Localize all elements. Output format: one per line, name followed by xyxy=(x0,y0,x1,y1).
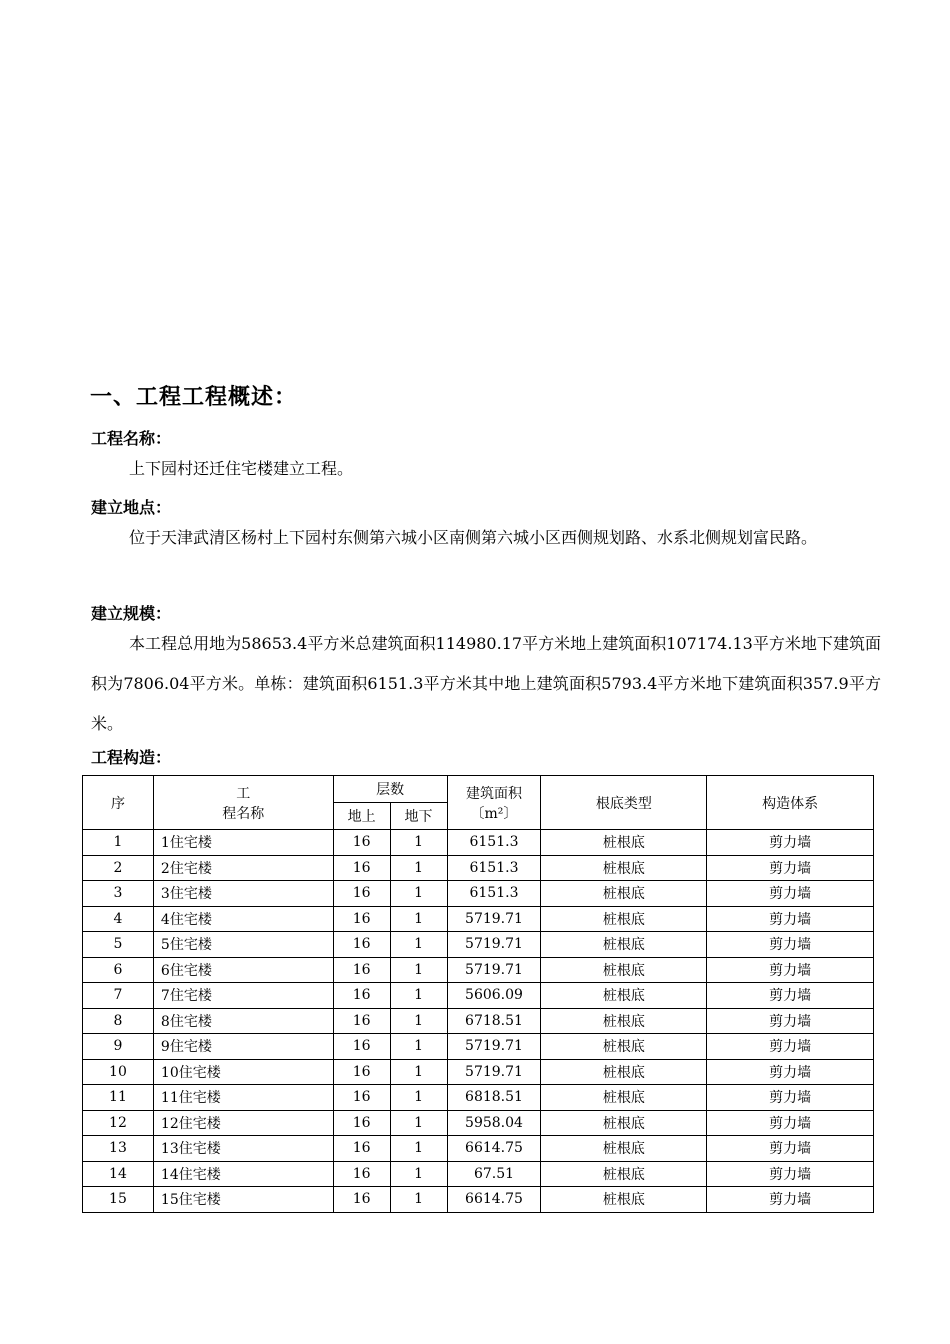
cell-area: 6614.75 xyxy=(447,1187,541,1213)
cell-below: 1 xyxy=(390,906,447,932)
cell-system: 剪力墙 xyxy=(707,1110,874,1136)
cell-foundation: 桩根底 xyxy=(541,1034,707,1060)
table-row xyxy=(83,932,874,958)
table-row xyxy=(83,983,874,1009)
cell-below: 1 xyxy=(390,1085,447,1111)
cell-foundation: 桩根底 xyxy=(541,906,707,932)
table-row xyxy=(83,1034,874,1060)
cell-above: 16 xyxy=(333,983,390,1009)
cell-area: 5606.09 xyxy=(447,983,541,1009)
table-row xyxy=(83,906,874,932)
cell-index: 14 xyxy=(83,1161,154,1187)
cell-index: 7 xyxy=(83,983,154,1009)
cell-above: 16 xyxy=(333,906,390,932)
cell-above: 16 xyxy=(333,1161,390,1187)
cell-below: 1 xyxy=(390,957,447,983)
cell-name: 15住宅楼 xyxy=(153,1187,333,1213)
cell-name: 14住宅楼 xyxy=(153,1161,333,1187)
cell-name: 3住宅楼 xyxy=(153,881,333,907)
cell-area: 6151.3 xyxy=(447,881,541,907)
structure-heading: 工程构造： xyxy=(91,748,172,767)
cell-foundation: 桩根底 xyxy=(541,1110,707,1136)
header-name-line1: 工 xyxy=(236,785,251,802)
cell-index: 6 xyxy=(83,957,154,983)
scale-text: 本工程总用地为58653.4平方米总建筑面积114980.17平方米地上建筑面积107174.13平方米地下建筑面积为7806.04平方米。单栋：建筑面积6151.3平方米其中地上建筑面积5793.4平方米地下建筑面积357.9平方米。 xyxy=(91,634,881,733)
cell-foundation: 桩根底 xyxy=(541,1161,707,1187)
header-above: 地上 xyxy=(333,803,390,830)
cell-area: 6614.75 xyxy=(447,1136,541,1162)
cell-system: 剪力墙 xyxy=(707,855,874,881)
cell-system: 剪力墙 xyxy=(707,1085,874,1111)
cell-foundation: 桩根底 xyxy=(541,932,707,958)
structure-table xyxy=(82,775,874,1213)
cell-above: 16 xyxy=(333,1059,390,1085)
cell-below: 1 xyxy=(390,1008,447,1034)
cell-below: 1 xyxy=(390,1136,447,1162)
cell-below: 1 xyxy=(390,855,447,881)
cell-index: 11 xyxy=(83,1085,154,1111)
cell-name: 13住宅楼 xyxy=(153,1136,333,1162)
cell-below: 1 xyxy=(390,1187,447,1213)
table-row xyxy=(83,1187,874,1213)
cell-system: 剪力墙 xyxy=(707,881,874,907)
cell-above: 16 xyxy=(333,855,390,881)
cell-index: 13 xyxy=(83,1136,154,1162)
cell-below: 1 xyxy=(390,1059,447,1085)
cell-area: 6818.51 xyxy=(447,1085,541,1111)
cell-index: 10 xyxy=(83,1059,154,1085)
cell-below: 1 xyxy=(390,881,447,907)
cell-index: 1 xyxy=(83,830,154,856)
cell-name: 11住宅楼 xyxy=(153,1085,333,1111)
cell-name: 6住宅楼 xyxy=(153,957,333,983)
cell-area: 6151.3 xyxy=(447,830,541,856)
cell-name: 4住宅楼 xyxy=(153,906,333,932)
cell-below: 1 xyxy=(390,983,447,1009)
cell-below: 1 xyxy=(390,1034,447,1060)
cell-foundation: 桩根底 xyxy=(541,957,707,983)
table-row xyxy=(83,957,874,983)
cell-below: 1 xyxy=(390,1110,447,1136)
cell-below: 1 xyxy=(390,1161,447,1187)
cell-name: 8住宅楼 xyxy=(153,1008,333,1034)
cell-system: 剪力墙 xyxy=(707,906,874,932)
cell-foundation: 桩根底 xyxy=(541,1085,707,1111)
header-area-line1: 建筑面积 xyxy=(465,785,522,802)
header-area-line2: 〔m²〕 xyxy=(470,805,518,822)
scale-heading: 建立规模： xyxy=(91,604,172,623)
cell-above: 16 xyxy=(333,1136,390,1162)
cell-index: 8 xyxy=(83,1008,154,1034)
cell-system: 剪力墙 xyxy=(707,1161,874,1187)
header-system: 构造体系 xyxy=(707,776,874,830)
cell-system: 剪力墙 xyxy=(707,957,874,983)
cell-index: 9 xyxy=(83,1034,154,1060)
cell-area: 6718.51 xyxy=(447,1008,541,1034)
cell-area: 5958.04 xyxy=(447,1110,541,1136)
cell-index: 15 xyxy=(83,1187,154,1213)
cell-foundation: 桩根底 xyxy=(541,1187,707,1213)
cell-above: 16 xyxy=(333,1187,390,1213)
cell-system: 剪力墙 xyxy=(707,830,874,856)
table-row xyxy=(83,881,874,907)
table-row xyxy=(83,1110,874,1136)
cell-above: 16 xyxy=(333,830,390,856)
cell-foundation: 桩根底 xyxy=(541,830,707,856)
header-area xyxy=(447,776,541,830)
header-index: 序 xyxy=(83,776,154,830)
cell-above: 16 xyxy=(333,1110,390,1136)
header-below: 地下 xyxy=(390,803,447,830)
cell-system: 剪力墙 xyxy=(707,1187,874,1213)
location-text: 位于天津武清区杨村上下园村东侧第六城小区南侧第六城小区西侧规划路、水系北侧规划富民路。 xyxy=(129,528,818,547)
cell-area: 5719.71 xyxy=(447,1034,541,1060)
cell-index: 4 xyxy=(83,906,154,932)
cell-foundation: 桩根底 xyxy=(541,855,707,881)
cell-above: 16 xyxy=(333,957,390,983)
cell-system: 剪力墙 xyxy=(707,1059,874,1085)
cell-system: 剪力墙 xyxy=(707,1034,874,1060)
cell-above: 16 xyxy=(333,1008,390,1034)
cell-above: 16 xyxy=(333,1034,390,1060)
table-row xyxy=(83,1008,874,1034)
cell-above: 16 xyxy=(333,881,390,907)
cell-area: 67.51 xyxy=(447,1161,541,1187)
header-floors: 层数 xyxy=(333,776,447,803)
cell-name: 7住宅楼 xyxy=(153,983,333,1009)
cell-name: 12住宅楼 xyxy=(153,1110,333,1136)
section-title: 一、工程工程概述： xyxy=(90,385,298,410)
cell-name: 5住宅楼 xyxy=(153,932,333,958)
location-heading: 建立地点： xyxy=(91,498,172,517)
project-name-heading: 工程名称： xyxy=(91,429,172,448)
cell-index: 12 xyxy=(83,1110,154,1136)
cell-above: 16 xyxy=(333,932,390,958)
table-row xyxy=(83,1136,874,1162)
project-name-text: 上下园村还迁住宅楼建立工程。 xyxy=(129,459,354,478)
cell-system: 剪力墙 xyxy=(707,1008,874,1034)
table-row xyxy=(83,855,874,881)
cell-index: 3 xyxy=(83,881,154,907)
cell-system: 剪力墙 xyxy=(707,1136,874,1162)
cell-area: 5719.71 xyxy=(447,906,541,932)
cell-name: 1住宅楼 xyxy=(153,830,333,856)
cell-below: 1 xyxy=(390,830,447,856)
table-row xyxy=(83,830,874,856)
cell-below: 1 xyxy=(390,932,447,958)
cell-foundation: 桩根底 xyxy=(541,983,707,1009)
cell-area: 5719.71 xyxy=(447,932,541,958)
cell-above: 16 xyxy=(333,1085,390,1111)
cell-area: 6151.3 xyxy=(447,855,541,881)
cell-area: 5719.71 xyxy=(447,957,541,983)
cell-foundation: 桩根底 xyxy=(541,881,707,907)
header-name-line2: 程名称 xyxy=(222,805,265,822)
header-name xyxy=(153,776,333,830)
cell-name: 9住宅楼 xyxy=(153,1034,333,1060)
cell-name: 2住宅楼 xyxy=(153,855,333,881)
cell-area: 5719.71 xyxy=(447,1059,541,1085)
cell-system: 剪力墙 xyxy=(707,932,874,958)
cell-name: 10住宅楼 xyxy=(153,1059,333,1085)
cell-system: 剪力墙 xyxy=(707,983,874,1009)
cell-foundation: 桩根底 xyxy=(541,1059,707,1085)
cell-foundation: 桩根底 xyxy=(541,1008,707,1034)
table-row xyxy=(83,1085,874,1111)
table-row xyxy=(83,1161,874,1187)
cell-index: 5 xyxy=(83,932,154,958)
table-row xyxy=(83,1059,874,1085)
header-foundation: 根底类型 xyxy=(541,776,707,830)
cell-foundation: 桩根底 xyxy=(541,1136,707,1162)
cell-index: 2 xyxy=(83,855,154,881)
